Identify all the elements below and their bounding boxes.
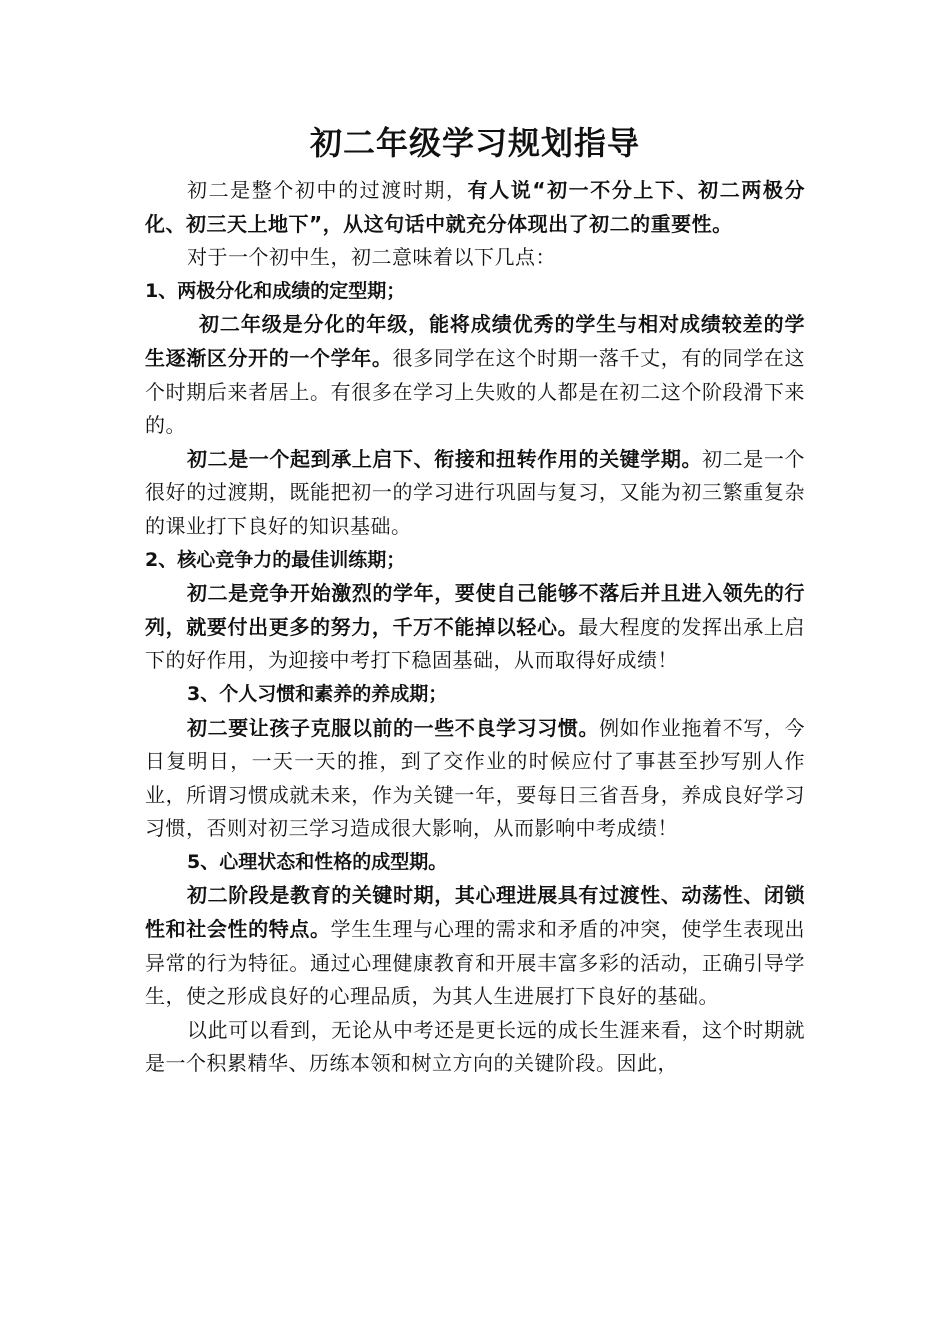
section-1-bold-lead-2: 初二是一个起到承上启下、衔接和扭转作用的关键学期。 (187, 446, 703, 471)
intro-bold-quote: 有人说“初一不分上下、初二两极分化、初三天上地下”，从这句话中就充分体现出了初二的重要性。 (145, 178, 805, 236)
conclusion-paragraph: 以此可以看到，无论从中考还是更长远的成长生涯来看，这个时期就是一个积累精华、历练本领和树立方向的关键阶段。因此， (145, 1017, 805, 1076)
section-1-paragraph-1 (145, 308, 805, 442)
intro-text: 初二是整个初中的过渡时期， (187, 178, 468, 202)
section-1-text-2: 初二是一个很好的过渡期，既能把初一的学习进行巩固与复习，又能为初三繁重复杂的课业打下良好的知识基础。 (145, 446, 806, 538)
section-1-paragraph-2 (145, 443, 805, 544)
section-heading-5: 5、心理状态和性格的成型期。 (187, 850, 448, 873)
section-heading-3: 3、个人习惯和素养的养成期； (187, 682, 448, 705)
section-2-text: 最大程度的发挥出承上启下的好作用，为迎接中考打下稳固基础，从而取得好成绩！ (145, 614, 806, 673)
document-title: 初二年级学习规划指导 (309, 124, 640, 162)
document-page (145, 118, 805, 1081)
section-2-bold-lead: 初二是竞争开始激烈的学年，要使自己能够不落后并且进入领先的行列，就要付出更多的努力，千万不能掉以轻心。 (145, 581, 805, 639)
intro-paragraph (145, 174, 805, 241)
section-3-paragraph (145, 712, 805, 846)
section-5-text: 学生生理与心理的需求和矛盾的冲突，使学生表现出异常的行为特征。通过心理健康教育和开展丰富多彩的活动，正确引导学生，使之形成良好的心理品质，为其人生进展打下良好的基础。 (145, 917, 806, 1009)
section-1-text: 很多同学在这个时期一落千丈，有的同学在这个时期后来者居上。有很多在学习上失败的人都是在初二这个阶段滑下来的。 (145, 345, 806, 438)
points-intro-paragraph: 对于一个初中生，初二意味着以下几点： (187, 245, 556, 270)
section-5-paragraph (145, 879, 805, 1013)
section-3-text: 例如作业拖着不写，今日复明日，一天一天的推，到了交作业的时候应付了事甚至抄写别人作业，所谓习惯成就未来，作为关键一年，要每日三省吾身，养成良好学习习惯，否则对初三学习造成很大影响，从而影响中考成绩！ (145, 715, 806, 841)
section-heading-2: 2、核心竞争力的最佳训练期； (145, 548, 406, 571)
section-5-bold-lead: 初二阶段是教育的关键时期，其心理进展具有过渡性、动荡性、闭锁性和社会性的特点。 (145, 883, 805, 942)
section-heading-1: 1、两极分化和成绩的定型期； (145, 279, 406, 302)
section-2-paragraph (145, 577, 805, 678)
section-3-bold-lead: 初二要让孩子克服以前的一些不良学习习惯。 (187, 715, 600, 740)
section-1-bold-lead: 初二年级是分化的年级，能将成绩优秀的学生与相对成绩较差的学生逐渐区分开的一个学年。 (145, 312, 805, 370)
